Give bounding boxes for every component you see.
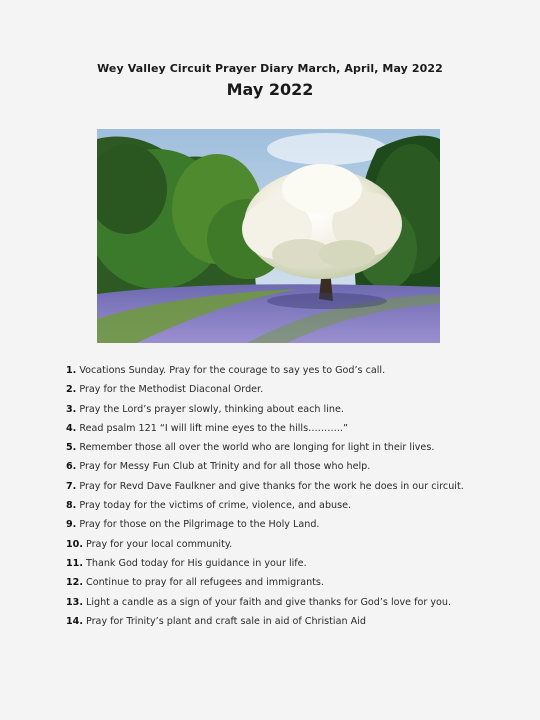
item-text: Pray for your local community. (86, 538, 233, 550)
item-text: Light a candle as a sign of your faith and give thanks for God’s love for you. (86, 596, 452, 608)
list-item (66, 616, 486, 629)
item-number: 12. (66, 577, 83, 589)
item-number: 9. (66, 519, 77, 531)
list-item (66, 442, 486, 455)
item-text: Pray today for the victims of crime, violence, and abuse. (79, 500, 352, 512)
item-number: 5. (66, 442, 77, 454)
item-number: 11. (66, 557, 83, 569)
list-item (66, 558, 486, 571)
list-item (66, 539, 486, 552)
list-item (66, 404, 486, 417)
item-text: Pray for those on the Pilgrimage to the Holy Land. (79, 519, 320, 531)
item-number: 1. (66, 365, 77, 376)
prayer-list (66, 365, 486, 635)
item-number: 13. (66, 596, 83, 608)
diary-title: Wey Valley Circuit Prayer Diary March, April, May 2022 (97, 62, 443, 75)
item-number: 8. (66, 500, 77, 512)
list-item (66, 519, 486, 532)
item-text: Thank God today for His guidance in your life. (86, 557, 307, 569)
item-number: 3. (66, 403, 77, 415)
item-number: 4. (66, 422, 77, 434)
item-text: Pray for Messy Fun Club at Trinity and for all those who help. (79, 461, 371, 473)
item-number: 10. (66, 538, 83, 550)
item-text: Pray for Revd Dave Faulkner and give thanks for the work he does in our circuit. (79, 480, 464, 492)
list-item (66, 500, 486, 513)
item-number: 6. (66, 461, 77, 473)
list-item (66, 481, 486, 494)
blossom-tree-photo (97, 129, 440, 343)
item-number: 14. (66, 615, 83, 627)
list-item (66, 423, 486, 436)
item-text: Pray the Lord’s prayer slowly, thinking about each line. (79, 403, 344, 415)
list-item (66, 384, 486, 397)
item-text: Vocations Sunday. Pray for the courage to say yes to God’s call. (79, 365, 386, 376)
item-text: Continue to pray for all refugees and immigrants. (86, 577, 324, 589)
blossom-tree-illustration (97, 129, 440, 343)
month-heading: May 2022 (226, 80, 314, 99)
item-text: Pray for the Methodist Diaconal Order. (79, 384, 264, 396)
list-item (66, 577, 486, 590)
item-number: 2. (66, 384, 77, 396)
item-text: Pray for Trinity’s plant and craft sale in aid of Christian Aid (86, 615, 366, 627)
list-item (66, 597, 486, 610)
item-number: 7. (66, 480, 77, 492)
item-text: Read psalm 121 “I will lift mine eyes to the hills………..” (79, 422, 348, 434)
list-item (66, 461, 486, 474)
item-text: Remember those all over the world who are longing for light in their lives. (79, 442, 435, 454)
list-item (66, 365, 486, 378)
